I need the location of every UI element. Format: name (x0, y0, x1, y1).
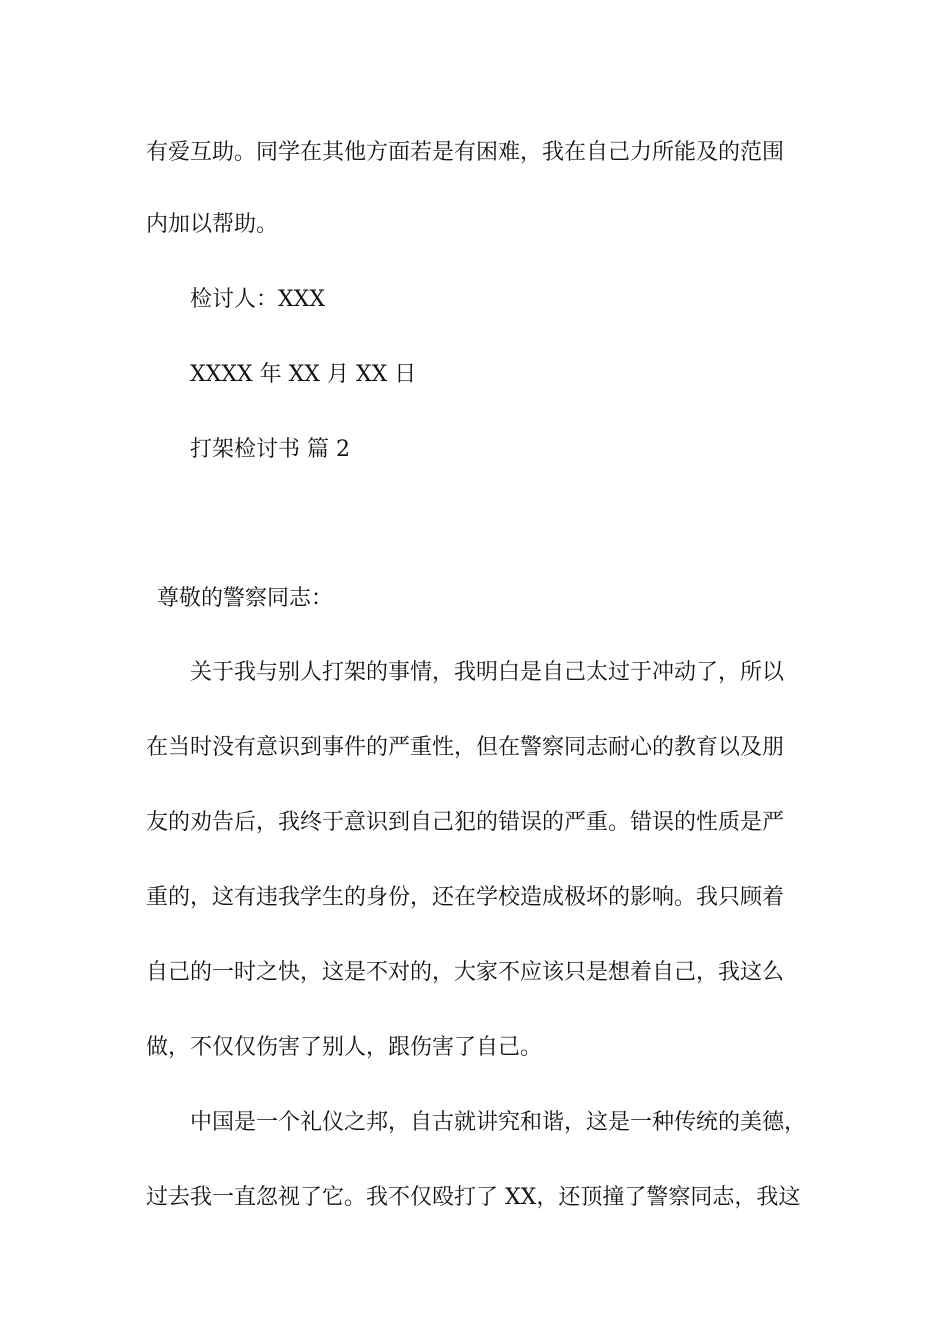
paragraph-1-line-5: 自己的一时之快，这是不对的，大家不应该只是想着自己，我这么 (146, 960, 785, 985)
text-line-2: 内加以帮助。 (146, 212, 279, 237)
section-title: 打架检讨书 篇 2 (190, 437, 350, 462)
paragraph-2-line-2: 过去我一直忽视了它。我不仅殴打了 XX，还顶撞了警察同志，我这 (146, 1185, 801, 1210)
paragraph-1-line-3: 友的劝告后，我终于意识到自己犯的错误的严重。错误的性质是严 (146, 810, 785, 835)
paragraph-2-line-1: 中国是一个礼仪之邦，自古就讲究和谐，这是一种传统的美德， (190, 1110, 807, 1135)
text-line-1: 有爱互助。同学在其他方面若是有困难，我在自己力所能及的范围 (146, 140, 785, 165)
paragraph-1-line-4: 重的，这有违我学生的身份，还在学校造成极坏的影响。我只顾着 (146, 885, 785, 910)
paragraph-1-line-2: 在当时没有意识到事件的严重性，但在警察同志耐心的教育以及朋 (146, 735, 785, 760)
paragraph-1-line-1: 关于我与别人打架的事情，我明白是自己太过于冲动了，所以 (190, 660, 785, 685)
paragraph-1-line-6: 做，不仅仅伤害了别人，跟伤害了自己。 (146, 1035, 543, 1060)
date-line: XXXX 年 XX 月 XX 日 (190, 362, 417, 387)
salutation: 尊敬的警察同志： (157, 586, 334, 611)
signer-line: 检讨人：XXX (190, 287, 325, 312)
